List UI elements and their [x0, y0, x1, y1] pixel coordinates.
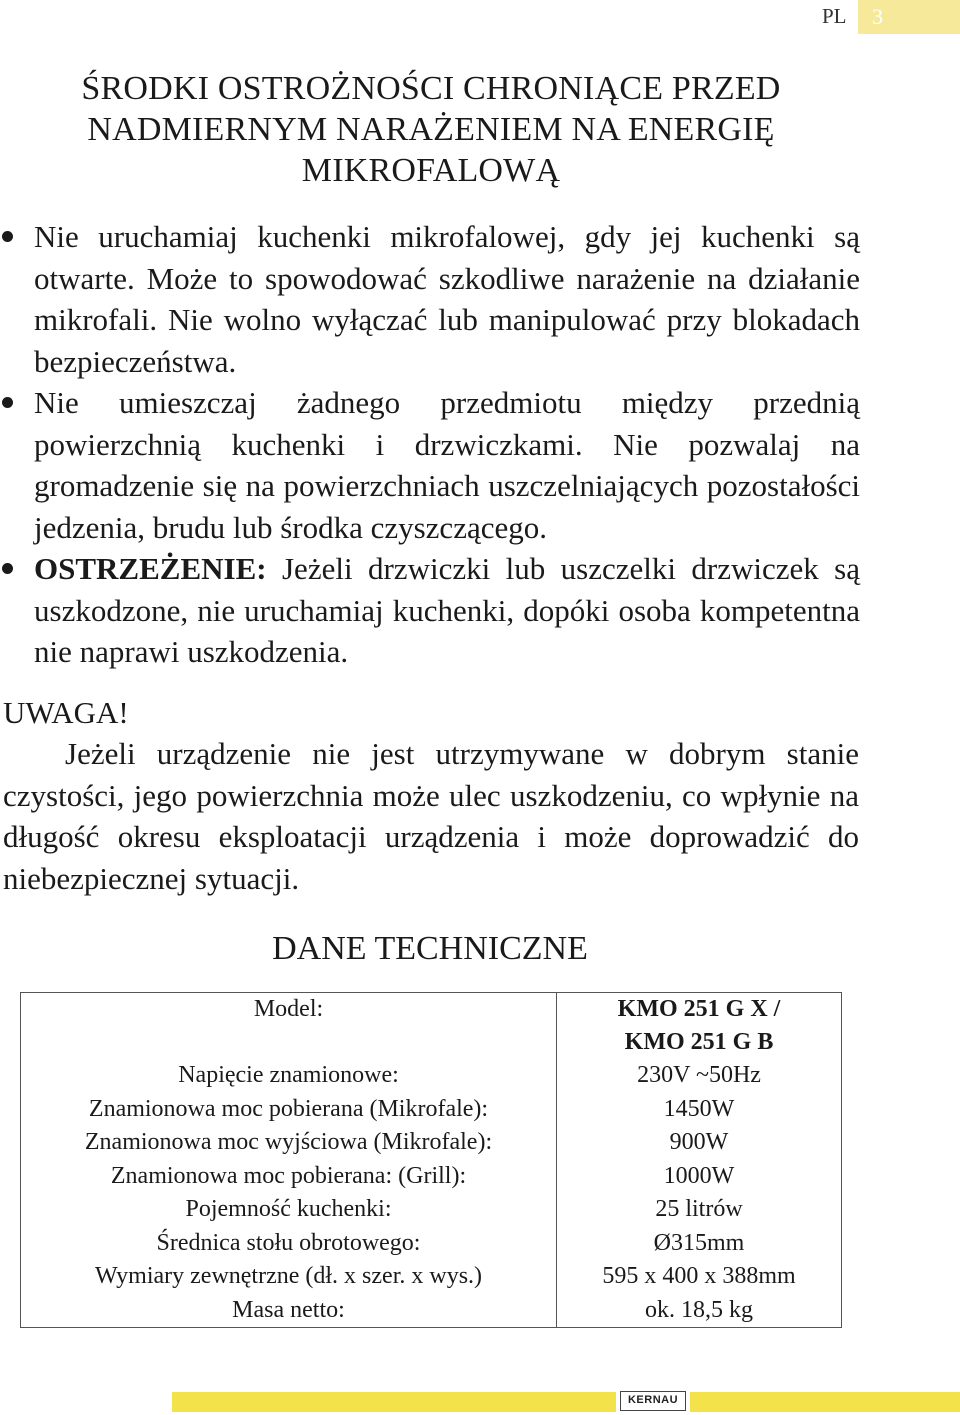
language-code: PL	[822, 4, 847, 28]
list-item	[0, 382, 860, 548]
table-row	[21, 1059, 842, 1093]
list-item	[0, 216, 860, 382]
notice-text: Jeżeli urządzenie nie jest utrzymywane w dobrym stanie czystości, jego powierzchnia może ulec uszkodzeniu, co wpłynie na długość okresu eksploatacji urządzenia i może doprowadzić do niebezpiecznej sytuacji.	[3, 736, 859, 896]
table-row	[21, 1260, 842, 1294]
spec-label: Napięcie znamionowe:	[21, 1059, 557, 1093]
list-item-text: Jeżeli drzwiczki lub uszczelki drzwiczek są uszkodzone, nie uruchamiaj kuchenki, dopóki osoba kompetentna nie naprawi uszkodzenia.	[34, 551, 860, 669]
spec-value: Ø315mm	[653, 1229, 745, 1256]
title-line: MIKROFALOWĄ	[301, 152, 561, 189]
bullet-icon	[2, 231, 13, 242]
spec-value: 595 x 400 x 388mm	[602, 1263, 796, 1289]
spec-value	[557, 993, 842, 1060]
spec-label: Model:	[21, 993, 557, 1060]
spec-label: Wymiary zewnętrzne (dł. x szer. x wys.)	[21, 1260, 557, 1294]
spec-value: 25 litrów	[655, 1196, 743, 1222]
spec-table	[20, 992, 842, 1328]
warning-label: OSTRZEŻENIE:	[34, 551, 267, 586]
table-row	[21, 1160, 842, 1194]
list-item	[0, 548, 860, 673]
tech-data-title: DANE TECHNICZNE	[272, 930, 588, 967]
table-row	[21, 1193, 842, 1227]
table-row	[21, 1294, 842, 1328]
title-line: NADMIERNYM NARAŻENIEM NA ENERGIĘ	[87, 111, 775, 148]
spec-value: 900W	[669, 1129, 729, 1155]
model-value-line: KMO 251 G X /	[617, 996, 781, 1022]
table-row	[21, 993, 842, 1060]
page-number: 3	[858, 0, 960, 34]
spec-value: 1450W	[663, 1095, 735, 1122]
footer-accent-bar	[690, 1392, 960, 1412]
table-row	[21, 1126, 842, 1160]
spec-value: ok. 18,5 kg	[645, 1296, 753, 1323]
bullet-icon	[2, 397, 13, 408]
list-item-text: Nie uruchamiaj kuchenki mikrofalowej, gdy jej kuchenki są otwarte. Może to spowodować szkodliwe narażenie na działanie mikrofali. Nie wolno wyłączać lub manipulować przy blokadach bezpieczeństwa.	[34, 219, 860, 379]
spec-label: Średnica stołu obrotowego:	[21, 1227, 557, 1261]
spec-value: 1000W	[663, 1162, 735, 1189]
spec-label: Pojemność kuchenki:	[21, 1193, 557, 1227]
model-value-line: KMO 251 G B	[624, 1029, 774, 1055]
bullet-icon	[2, 563, 13, 574]
footer-accent-bar	[172, 1392, 616, 1412]
section-title	[0, 68, 862, 191]
table-row	[21, 1227, 842, 1261]
spec-label: Znamionowa moc pobierana (Mikrofale):	[21, 1093, 557, 1127]
spec-label: Znamionowa moc pobierana: (Grill):	[21, 1160, 557, 1194]
title-line: ŚRODKI OSTROŻNOŚCI CHRONIĄCE PRZED	[81, 70, 781, 107]
notice-heading: UWAGA!	[3, 695, 129, 730]
spec-label: Masa netto:	[21, 1294, 557, 1328]
precautions-list	[0, 216, 860, 673]
list-item-text: Nie umieszczaj żadnego przedmiotu między przednią powierzchnią kuchenki i drzwiczkami. Nie pozwalaj na gromadzenie się na powierzchniach uszczelniających pozostałości jedzenia, brudu lub środka czyszczącego.	[34, 385, 860, 545]
spec-value: 230V ~50Hz	[637, 1062, 761, 1088]
brand-logo: KERNAU	[620, 1391, 686, 1411]
table-row	[21, 1093, 842, 1127]
spec-label: Znamionowa moc wyjściowa (Mikrofale):	[21, 1126, 557, 1160]
